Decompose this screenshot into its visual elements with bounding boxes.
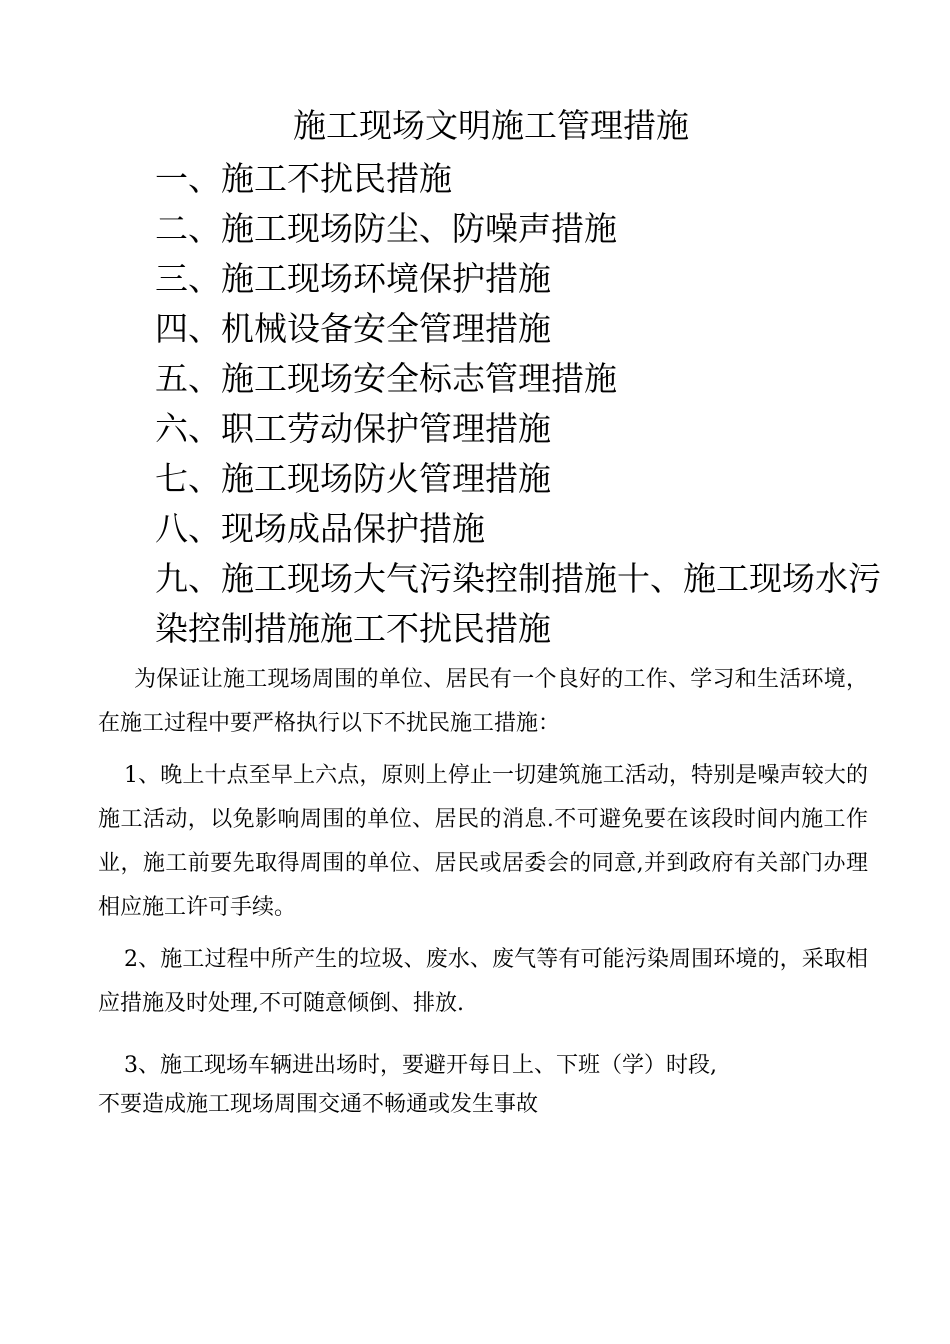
toc-item-6: 六、职工劳动保护管理措施 bbox=[155, 409, 551, 448]
toc-item-7: 七、施工现场防火管理措施 bbox=[155, 459, 551, 498]
toc-item-1: 一、施工不扰民措施 bbox=[155, 159, 452, 198]
body-text bbox=[98, 658, 868, 1122]
toc-item-9: 九、施工现场大气污染控制措施十、施工现场水污染控制措施施工不扰民措施 bbox=[155, 559, 881, 648]
intro-paragraph: 为保证让施工现场周围的单位、居民有一个良好的工作、学习和生活环境，在施工过程中要严格执行以下不扰民施工措施： bbox=[98, 667, 868, 736]
toc-item-5: 五、施工现场安全标志管理措施 bbox=[155, 359, 617, 398]
measure-item-1: 1、晚上十点至早上六点，原则上停止一切建筑施工活动，特别是噪声较大的施工活动，以免影响周围的单位、居民的消息.不可避免要在该段时间内施工作业，施工前要先取得周围的单位、居民或居委会的同意,并到政府有关部门办理相应施工许可手续。 bbox=[98, 763, 868, 920]
toc-item-3: 三、施工现场环境保护措施 bbox=[155, 259, 551, 298]
toc-item-4: 四、机械设备安全管理措施 bbox=[155, 309, 551, 348]
toc-item-8: 八、现场成品保护措施 bbox=[155, 509, 485, 548]
measure-item-3-line-2: 不要造成施工现场周围交通不畅通或发生事故 bbox=[98, 1092, 539, 1117]
table-of-contents bbox=[155, 154, 885, 654]
measure-item-3-line-1: 3、施工现场车辆进出场时，要避开每日上、下班（学）时段, bbox=[124, 1053, 717, 1078]
measure-item-2: 2、施工过程中所产生的垃圾、废水、废气等有可能污染周围环境的，采取相应措施及时处理,不可随意倾倒、排放. bbox=[98, 947, 868, 1016]
document-title: 施工现场文明施工管理措施 bbox=[293, 106, 689, 145]
toc-item-2: 二、施工现场防尘、防噪声措施 bbox=[155, 209, 617, 248]
